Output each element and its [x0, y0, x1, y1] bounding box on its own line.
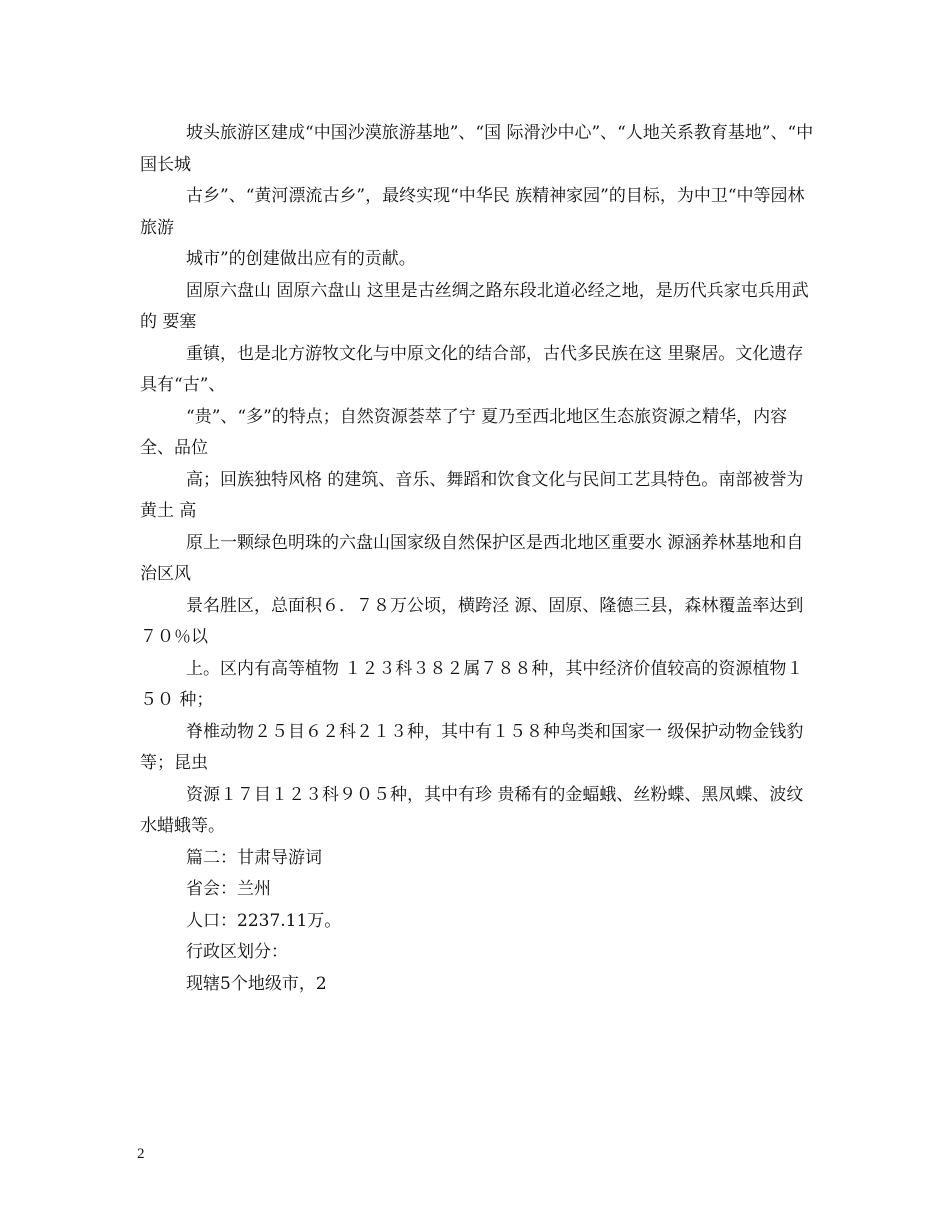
- paragraph-11: 脊椎动物２５目６２科２１３种，其中有１５８种鸟类和国家一 级保护动物金钱豹等；昆虫: [140, 721, 804, 773]
- paragraph-5: 重镇，也是北方游牧文化与中原文化的结合部，古代多民族在这 里聚居。文化遗存具有“古”、: [140, 343, 804, 395]
- paragraph-12: 资源１７目１２３科９０５种，其中有珍 贵稀有的金蝠蛾、丝粉蝶、黑凤蝶、波纹水蜡蛾等。: [140, 784, 804, 836]
- paragraph-9: 景名胜区，总面积６．７８万公顷，横跨泾 源、固原、隆德三县，森林覆盖率达到７０％以: [140, 595, 804, 647]
- population-line: 人口：2237.11万。: [186, 910, 342, 931]
- paragraph-4: 固原六盘山 固原六盘山 这里是古丝绸之路东段北道必经之地，是历代兵家屯兵用武的 要塞: [140, 280, 809, 332]
- document-body: [140, 118, 820, 1000]
- jurisdiction-line: 现辖5个地级市，2: [186, 973, 327, 994]
- paragraph-10: 上。区内有高等植物 １２３科３８２属７８８种，其中经济价值较高的资源植物１５０ 种；: [140, 658, 804, 710]
- paragraph-3: 城市”的创建做出应有的贡献。: [186, 249, 416, 269]
- capital-line: 省会：兰州: [186, 879, 271, 899]
- paragraph-1: 坡头旅游区建成“中国沙漠旅游基地”、“国 际滑沙中心”、“人地关系教育基地”、“中国长城: [140, 123, 814, 175]
- section-heading: 篇二：甘肃导游词: [186, 847, 322, 868]
- paragraph-8: 原上一颗绿色明珠的六盘山国家级自然保护区是西北地区重要水 源涵养林基地和自治区风: [140, 532, 804, 584]
- paragraph-2: 古乡”、“黄河漂流古乡”，最终实现“中华民 族精神家园”的目标，为中卫“中等园林旅游: [140, 186, 805, 238]
- division-line: 行政区划分：: [186, 942, 288, 962]
- paragraph-6: “贵”、“多”的特点；自然资源荟萃了宁 夏乃至西北地区生态旅资源之精华，内容全、品位: [140, 406, 788, 458]
- page-number: 2: [137, 1146, 145, 1162]
- paragraph-7: 高；回族独特风格 的建筑、音乐、舞蹈和饮食文化与民间工艺具特色。南部被誉为黄土 高: [140, 469, 804, 521]
